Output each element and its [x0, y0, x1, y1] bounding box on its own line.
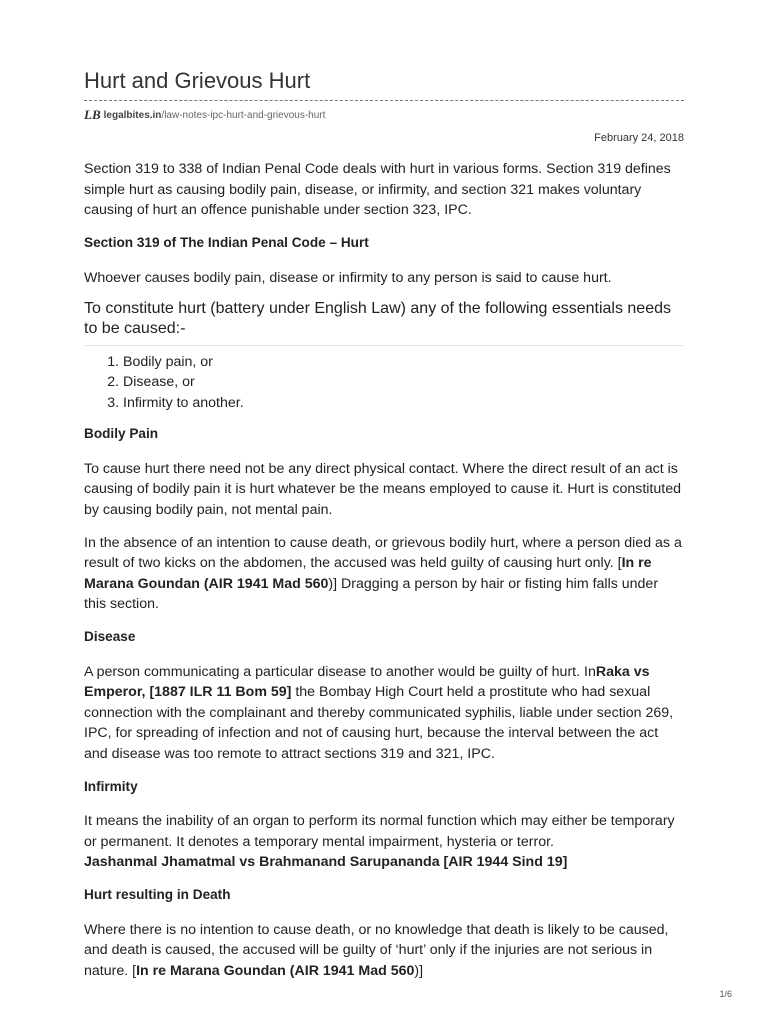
bodily-pain-paragraph-2	[84, 533, 684, 615]
case-citation: In re Marana Goundan (AIR 1941 Mad 560	[84, 555, 652, 592]
page-number: 1/6	[719, 989, 732, 999]
definition-paragraph: Whoever causes bodily pain, disease or infirmity to any person is said to cause hurt.	[84, 269, 612, 286]
infirmity-citation	[84, 852, 684, 873]
disease-paragraph	[84, 662, 684, 765]
publish-date: February 24, 2018	[594, 132, 684, 144]
infirmity-heading: Infirmity	[84, 778, 138, 794]
intro-paragraph: Section 319 to 338 of Indian Penal Code deals with hurt in various forms. Section 319 defines simple hurt as causing bodily pain, disease, or infirmity, and section 321 makes voluntary causing of hurt an offence punishable under section 323, IPC.	[84, 161, 671, 218]
article-body	[84, 159, 684, 981]
list-item: 3. Infirmity to another.	[123, 393, 684, 414]
text-segment: A person communicating a particular disease to another would be guilty of hurt. In	[84, 663, 596, 680]
text-segment: the Bombay High Court held a prostitute who had sexual connection with the complainant and thereby communicated syphilis, liable under section 269, IPC, for spreading of infection and not of causing hurt, because the interval between the act and disease was too remote to attract sections 319 and 321, IPC.	[84, 684, 674, 762]
source-link[interactable]	[84, 107, 325, 123]
section-heading: Section 319 of The Indian Penal Code – Hurt	[84, 235, 369, 250]
essentials-lead: To constitute hurt (battery under English Law) any of the following essentials needs to be caused:-	[84, 299, 671, 337]
essentials-divider	[84, 345, 684, 346]
text-segment: )] Dragging a person by hair or fisting him falls under this section.	[84, 575, 659, 612]
bodily-pain-paragraph-1: To cause hurt there need not be any direct physical contact. Where the direct result of an act is causing of bodily pain it is hurt whatever be the means employed to cause it. Hurt is constituted by causing bodily pain, not mental pain.	[84, 460, 681, 518]
disease-heading: Disease	[84, 629, 136, 644]
title-divider	[84, 100, 684, 101]
death-heading: Hurt resulting in Death	[84, 887, 231, 902]
death-paragraph	[84, 920, 684, 982]
source-domain: legalbites.in	[103, 109, 162, 121]
case-citation: Raka vs Emperor, [1887 ILR 11 Bom 59]	[84, 663, 650, 700]
text-segment: In the absence of an intention to cause death, or grievous bodily hurt, where a person died as a result of two kicks on the abdomen, the accused was held guilty of causing hurt only. [	[84, 534, 682, 571]
bodily-pain-heading: Bodily Pain	[84, 426, 159, 441]
text-segment: Where there is no intention to cause death, or no knowledge that death is likely to be caused, and death is caused, the accused will be guilty of ‘hurt’ only if the injuries are not serious in nature. [	[84, 921, 669, 979]
source-path: /law-notes-ipc-hurt-and-grievous-hurt	[161, 109, 326, 121]
list-item: 1. Bodily pain, or	[123, 352, 684, 373]
case-citation: In re Marana Goundan (AIR 1941 Mad 560	[136, 962, 415, 979]
list-item: 2. Disease, or	[123, 372, 684, 393]
page-title: Hurt and Grievous Hurt	[84, 68, 311, 93]
legalbites-logo-icon: LB	[84, 107, 101, 122]
infirmity-paragraph: It means the inability of an organ to perform its normal function which may either be temporary or permanent. It denotes a temporary mental impairment, hysteria or terror.	[84, 813, 675, 850]
case-citation: Jashanmal Jhamatmal vs Brahmanand Sarupananda [AIR 1944 Sind 19]	[84, 854, 568, 870]
essentials-list	[84, 352, 684, 414]
text-segment: )]	[414, 962, 424, 979]
